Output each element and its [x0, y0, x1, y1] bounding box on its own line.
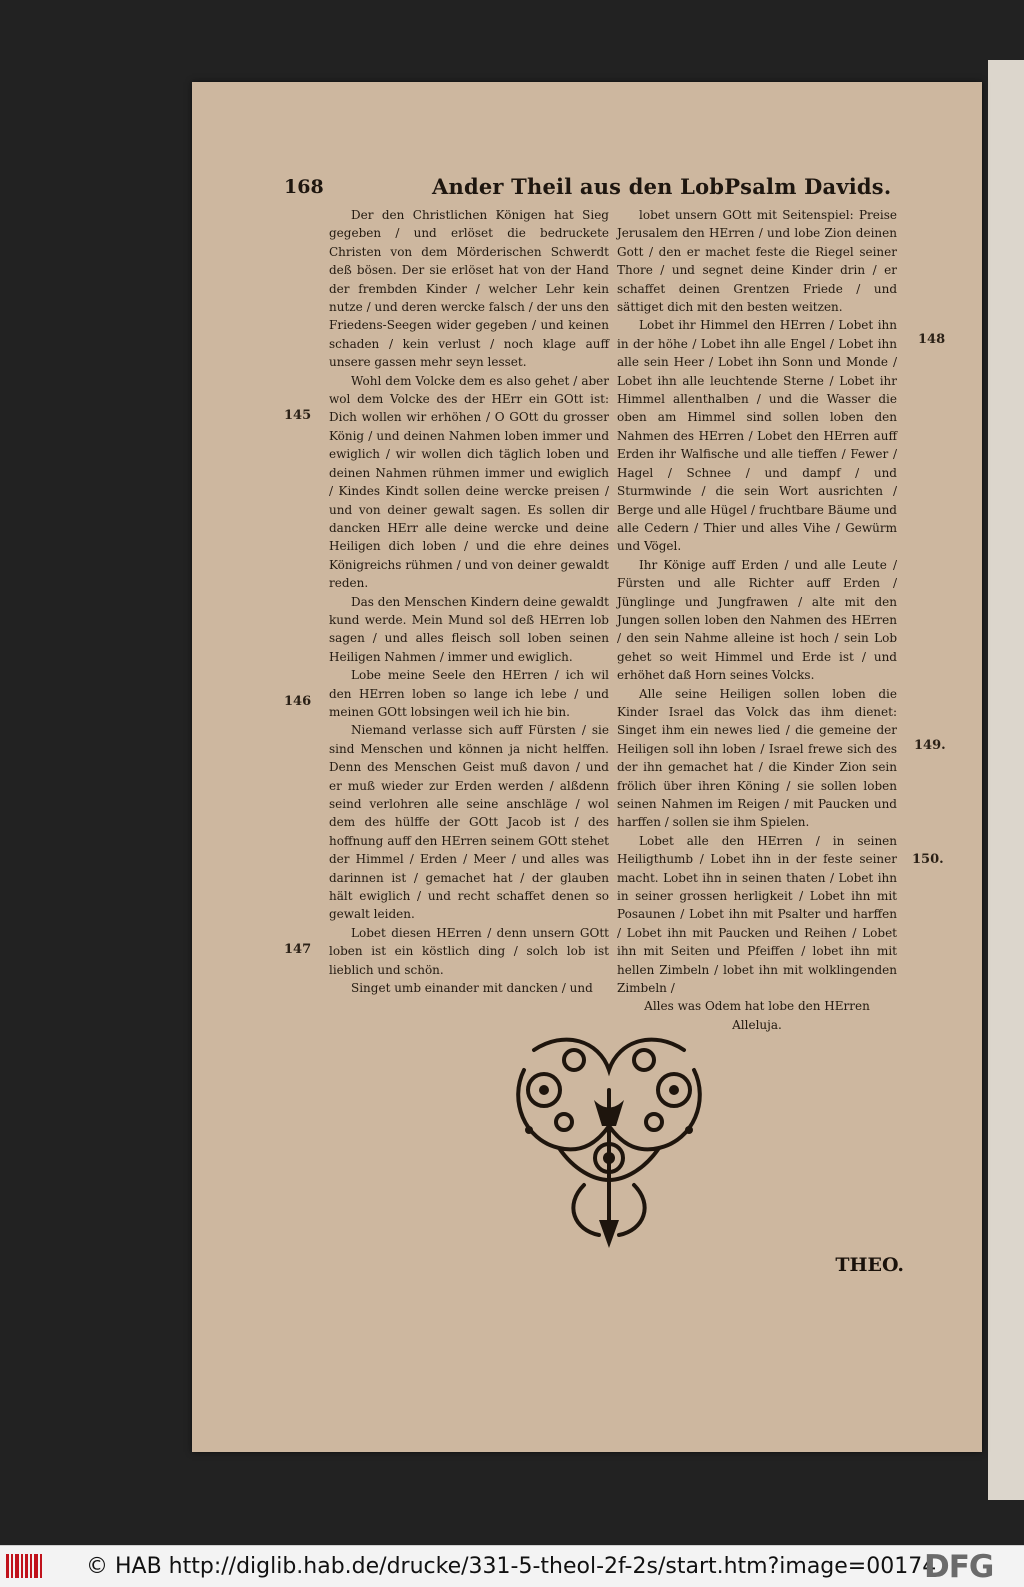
- running-head: Ander Theil aus den LobPsalm Davids.: [432, 174, 892, 199]
- paragraph: Ihr Könige auff Erden / und alle Leute / Fürsten und alle Richter auff Erden / Jünglinge und Jungfrawen / alte mit den Jungen sollen loben den Nahmen des HErren / den sein Nahme alleine ist hoch / sein Lob gehet so weit Himmel und Erde ist / und erhöhet daß Horn seines Volcks.: [617, 557, 897, 683]
- barcode-icon: [6, 1552, 46, 1580]
- verse-number: 148: [918, 332, 946, 347]
- paragraph: Lobet alle den HErren / in seinen Heiligthumb / Lobet ihn in der feste seiner macht. Lobet ihn in seinen thaten / Lobet ihn in seiner grossen herligkeit / Lobet ihn mit Posaunen / Lobet ihn mit Psalter und harffen / Lobet ihn mit Paucken und Reihen / Lobet ihn mit Seiten und Pfeiffen / lobet ihn mit hellen Zimbeln / lobet ihn mit wolklingenden Zimbeln /: [617, 833, 897, 996]
- next-page-edge: [988, 60, 1024, 1500]
- paragraph: Alles was Odem hat lobe den HErren: [644, 999, 870, 1014]
- verse-number: 147: [284, 942, 312, 957]
- paragraph: lobet unsern GOtt mit Seitenspiel: Preise Jerusalem den HErren / und lobe Zion deinen Gott / den er machet feste die Riegel seiner Thore / und segnet deine Kinder drin / er schaffet deinen Grentzen Friede / und sättiget dich mit den besten weitzen.: [617, 208, 897, 315]
- book-page: [192, 82, 982, 1452]
- paragraph: Singet umb einander mit dancken / und: [351, 981, 593, 996]
- footer-bar: [0, 1545, 1024, 1587]
- verse-number: 146: [284, 694, 312, 709]
- paragraph: Lobet ihr Himmel den HErren / Lobet ihn in der höhe / Lobet ihn alle Engel / Lobet ihn alle sein Heer / Lobet ihn Sonn und Monde / Lobet ihn alle leuchtende Sterne / Lobet ihr Himmel allenthalben / und die Wasser die oben am Himmel sind sollen loben den Nahmen des HErren / Lobet den HErren auff Erden ihr Walfische und alle tieffen / Fewer / Hagel / Schnee / und dampf / und Sturmwinde / die sein Wort ausrichten / Berge und alle Hügel / fruchtbare Bäume und alle Cedern / Thier und alles Vihe / Gewürm und Vögel.: [617, 318, 897, 554]
- left-column: [329, 206, 609, 997]
- ornament-vignette: [504, 1030, 714, 1252]
- page-number: 168: [284, 176, 324, 198]
- paragraph: Alle seine Heiligen sollen loben die Kinder Israel das Volck das ihm dienet: Singet ihm ein newes lied / die gemeine der Heiligen soll ihn loben / Israel frewe sich des der ihn gemachet hat / die Kinder Zion sein frölich über ihren Köning / sie sollen loben seinen Nahmen im Reigen / mit Paucken und harffen / sollen sie ihm Spielen.: [617, 686, 897, 830]
- paragraph: Das den Menschen Kindern deine gewaldt kund werde. Mein Mund sol deß HErren lob sagen / und alles fleisch soll loben seinen Heiligen Nahmen / immer und ewiglich.: [329, 594, 609, 664]
- paragraph: Niemand verlasse sich auff Fürsten / sie sind Menschen und können ja nicht helffen. Denn des Menschen Geist muß davon / und er muß wieder zur Erden werden / alßdenn seind verlohren alle seine anschläge / wol dem des hülffe der GOtt Jacob ist / des hoffnung auff den HErren seinem GOtt stehet der Himmel / Erden / Meer / und alles was darinnen ist / gemachet hat / der glauben hält ewiglich / und recht schaffet denen so gewalt leiden.: [329, 723, 609, 922]
- page-header: [284, 174, 892, 204]
- dfg-logo: DFG: [924, 1549, 994, 1585]
- catchword: THEO.: [835, 1254, 904, 1276]
- paragraph: Lobe meine Seele den HErren / ich wil den HErren loben so lange ich lebe / und meinen GOtt lobsingen weil ich hie bin.: [329, 668, 609, 719]
- paragraph: Lobet diesen HErren / denn unsern GOtt loben ist ein köstlich ding / solch lob ist lieblich und schön.: [329, 925, 609, 977]
- verse-number: 150.: [912, 852, 944, 867]
- paragraph: Der den Christlichen Königen hat Sieg gegeben / und erlöset die bedruckete Christen von dem Mörderischen Schwerdt deß bösen. Der sie erlöset hat von der Hand der frembden Kinder / welcher Lehr kein nutze / und deren wercke falsch / der uns den Friedens-Seegen wider gegeben / und keinen schaden / kein verlust / noch klage auff unsere gassen mehr seyn lesset.: [329, 208, 609, 370]
- paragraph: Wohl dem Volcke dem es also gehet / aber wol dem Volcke des der HErr ein GOtt ist: Dich wollen wir erhöhen / O GOtt du grosser König / und deinen Nahmen loben immer und ewiglich / wir wollen dich täglich loben und deinen Nahmen rühmen immer und ewiglich / Kindes Kindt sollen deine wercke preisen / und von deiner gewalt sagen. Es sollen dir dancken HErr alle deine wercke und deine Heiligen dich loben / und die ehre deines Königreichs rühmen / und von deiner gewaldt reden.: [329, 373, 609, 591]
- source-link[interactable]: © HAB http://diglib.hab.de/drucke/331-5-theol-2f-2s/start.htm?image=00174: [86, 1554, 937, 1579]
- right-column: [617, 206, 897, 1034]
- paragraph: Alleluja.: [732, 1017, 782, 1032]
- verse-number: 145: [284, 408, 312, 423]
- verse-number: 149.: [914, 738, 946, 753]
